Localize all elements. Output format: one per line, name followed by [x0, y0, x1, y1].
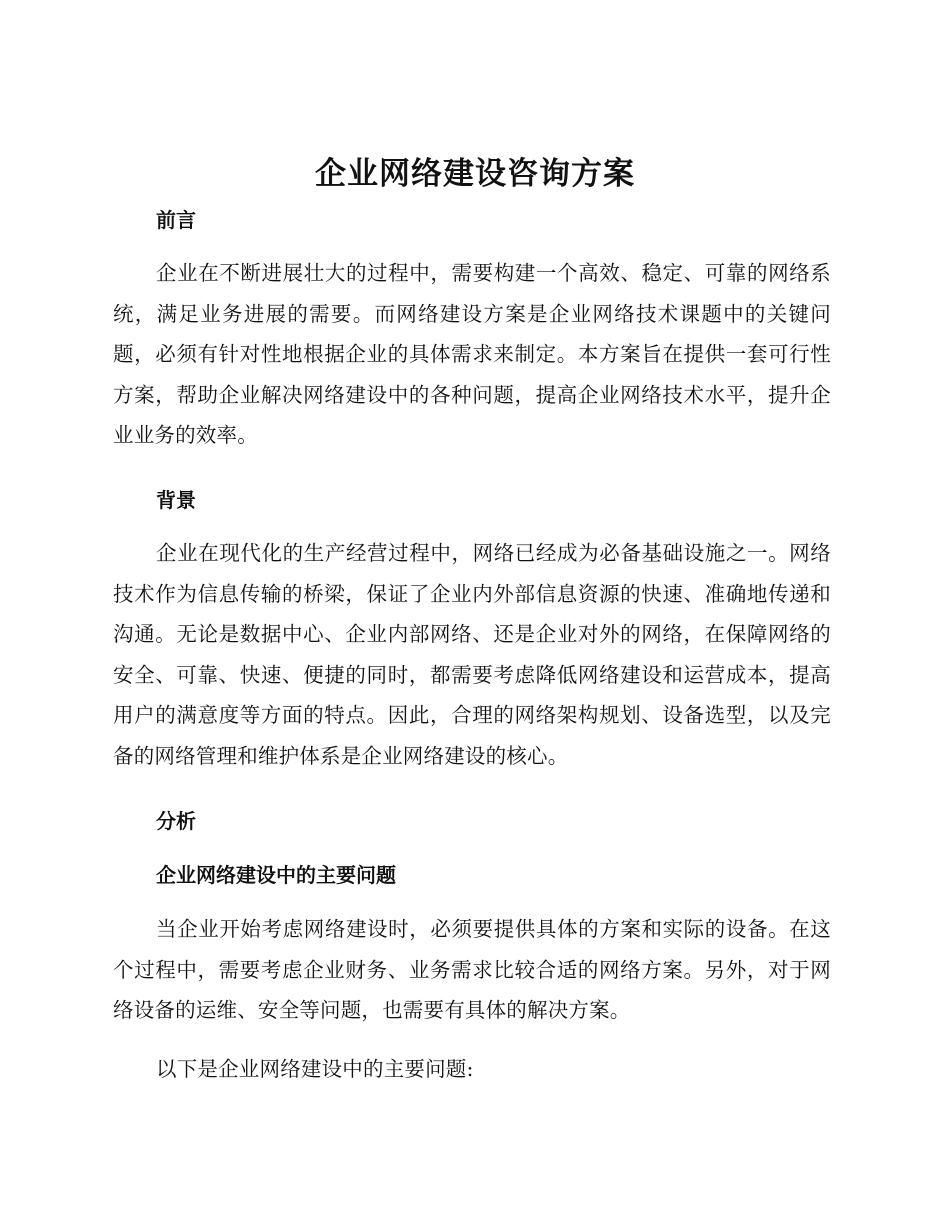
paragraph-main-issues: 当企业开始考虑网络建设时，必须要提供具体的方案和实际的设备。在这个过程中，需要考虑企业财务、业务需求比较合适的网络方案。另外，对于网络设备的运维、安全等问题，也需要有具体的解决方案。: [113, 917, 831, 1022]
subsection-heading-main-issues: 企业网络建设中的主要问题: [156, 863, 396, 887]
paragraph-background: 企业在现代化的生产经营过程中，网络已经成为必备基础设施之一。网络技术作为信息传输的桥梁，保证了企业内外部信息资源的快速、准确地传递和沟通。无论是数据中心、企业内部网络、还是企业对外的网络，在保障网络的安全、可靠、快速、便捷的同时，都需要考虑降低网络建设和运营成本，提高用户的满意度等方面的特点。因此，合理的网络架构规划、设备选型，以及完备的网络管理和维护体系是企业网络建设的核心。: [113, 541, 831, 768]
paragraph-preface: 企业在不断进展壮大的过程中，需要构建一个高效、稳定、可靠的网络系统，满足业务进展的需要。而网络建设方案是企业网络技术课题中的关键问题，必须有针对性地根据企业的具体需求来制定。本方案旨在提供一套可行性方案，帮助企业解决网络建设中的各种问题，提高企业网络技术水平，提升企业业务的效率。: [113, 261, 831, 447]
document-title: 企业网络建设咨询方案: [315, 156, 635, 192]
section-heading-background: 背景: [156, 488, 196, 512]
section-heading-analysis: 分析: [156, 809, 196, 833]
section-heading-preface: 前言: [156, 208, 196, 232]
paragraph-issues-intro: 以下是企业网络建设中的主要问题:: [156, 1057, 474, 1081]
